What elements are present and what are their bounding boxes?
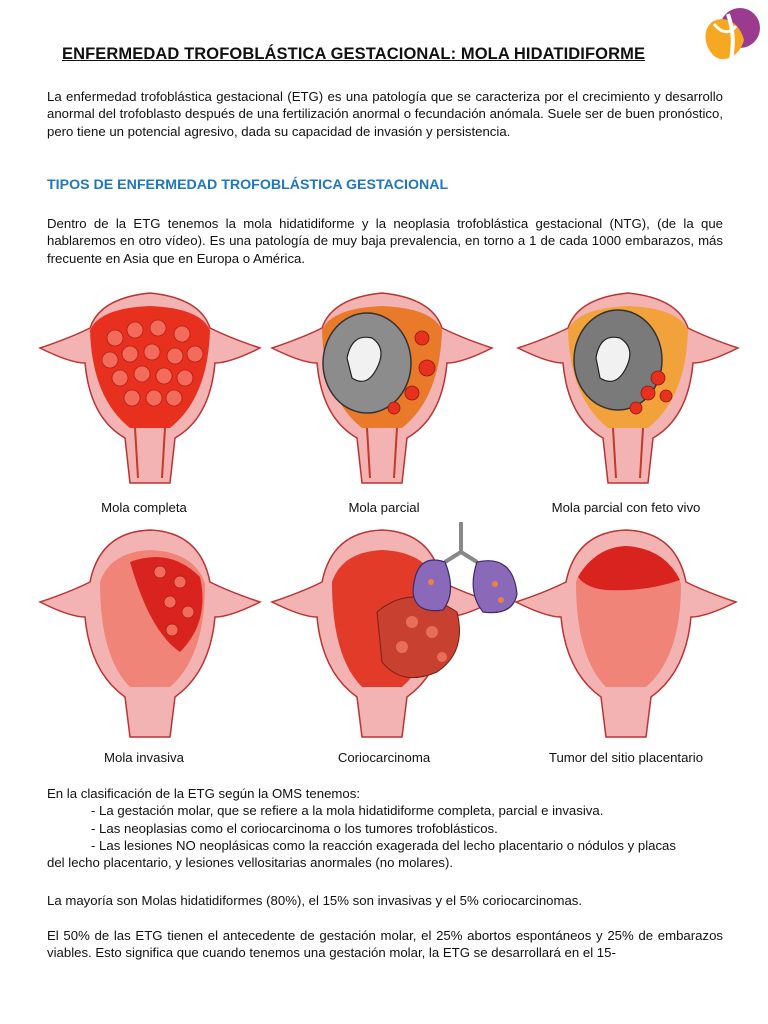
classification-intro: En la clasificación de la ETG según la OMS tenemos: xyxy=(47,786,360,801)
mola-parcial-illustration xyxy=(262,268,502,488)
page-title: ENFERMEDAD TROFOBLÁSTICA GESTACIONAL: MOLA HIDATIDIFORME xyxy=(62,45,646,63)
caption-mola-invasiva: Mola invasiva xyxy=(104,750,184,765)
mola-parcial-feto-vivo-illustration xyxy=(508,268,748,488)
section-title: TIPOS DE ENFERMEDAD TROFOBLÁSTICA GESTACIONAL xyxy=(47,177,449,193)
classification-item: - La gestación molar, que se refiere a la mola hidatidiforme completa, parcial e invasiva. xyxy=(91,803,604,819)
classification-block xyxy=(47,785,723,871)
caption-coriocarcinoma: Coriocarcinoma xyxy=(337,750,431,765)
stats-paragraph: La mayoría son Molas hidatidiformes (80%), el 15% son invasivas y el 5% coriocarcinomas. xyxy=(47,893,583,908)
history-paragraph: El 50% de las ETG tienen el antecedente de gestación molar, el 25% abortos espontáneos y 25% de embarazos viables. Esto significa que cuando tenemos una gestación molar, la ETG se desarrollará en el 15- xyxy=(47,928,723,961)
classification-item: - Las neoplasias como el coriocarcinoma o los tumores trofoblásticos. xyxy=(91,820,498,836)
classification-item-continuation: del lecho placentario, y lesiones vellositarias anormales (no molares). xyxy=(47,855,454,871)
caption-mola-parcial-feto: Mola parcial con feto vivo xyxy=(551,500,701,515)
mola-completa-illustration xyxy=(30,268,270,488)
classification-item: - Las lesiones NO neoplásicas como la reacción exagerada del lecho placentario o nódulos y placas xyxy=(91,837,676,853)
caption-mola-completa: Mola completa xyxy=(101,500,187,515)
tumor-sitio-placentario-illustration xyxy=(506,522,746,742)
section-intro-paragraph: Dentro de la ETG tenemos la mola hidatidiforme y la neoplasia trofoblástica gestacional (NTG), (de la que hablaremos en otro vídeo). Es una patología de muy baja prevalencia, en torno a 1 de cada 1000 embarazos, más frecuente en Asia que en Europa o América. xyxy=(47,216,723,266)
caption-tumor-sitio: Tumor del sitio placentario xyxy=(548,750,704,765)
caption-mola-parcial: Mola parcial xyxy=(348,500,420,515)
intro-paragraph: La enfermedad trofoblástica gestacional (ETG) es una patología que se caracteriza por el crecimiento y desarrollo anormal del trofoblasto después de una fertilización anormal o fecundación anómala. Suele ser de buen pronóstico, pero tiene un potencial agresivo, dada su capacidad de invasión y persistencia. xyxy=(47,89,723,139)
mola-invasiva-illustration xyxy=(30,522,270,742)
